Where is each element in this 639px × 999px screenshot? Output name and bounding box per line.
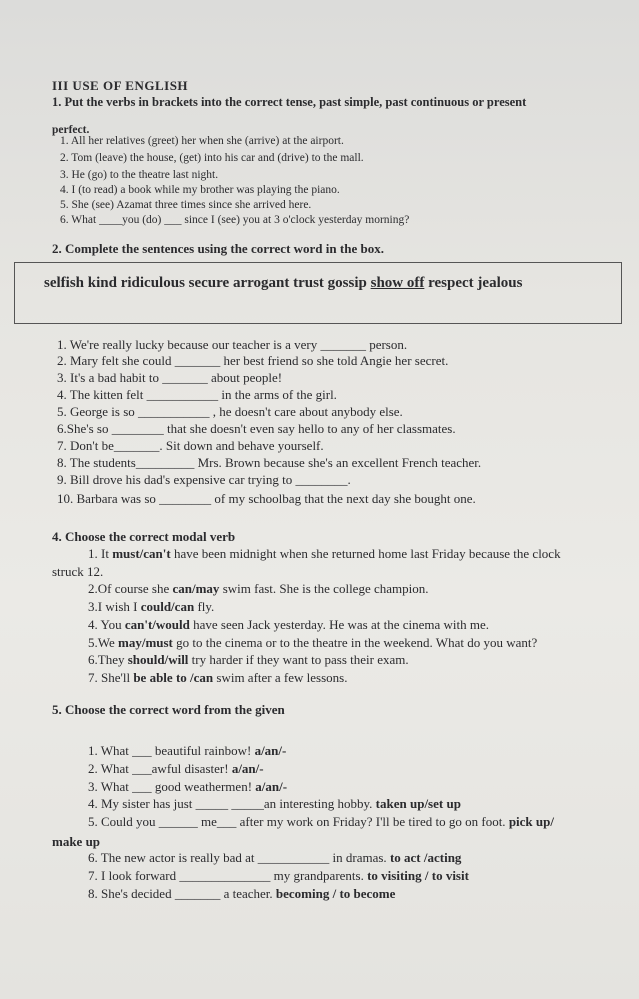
task2-item: 3. It's a bad habit to _______ about people! [57, 370, 283, 385]
item-text: 5. Could you ______ me___ after my work on Friday? I'll be tired to go on foot. [88, 814, 509, 829]
task2-item: 5. George is so ___________ , he doesn't care about anybody else. [57, 404, 403, 419]
item-text: 2. What ___awful disaster! [88, 761, 232, 776]
answer-options: may/must [118, 635, 173, 650]
word-box-item: respect [428, 275, 474, 291]
task1-item: 4. I (to read) a book while my brother was playing the piano. [60, 184, 340, 196]
item-text: 1. It [88, 546, 113, 561]
answer-options: must/can't [112, 546, 171, 561]
answer-options: make up [52, 834, 101, 849]
task5-item [88, 780, 287, 794]
answer-options: a/an/- [255, 779, 288, 794]
word-box-item: trust [293, 275, 324, 291]
task2-item: 6.She's so ________ that she doesn't even say hello to any of her classmates. [57, 421, 456, 436]
item-text: 1. What ___ beautiful rainbow! [88, 743, 255, 758]
item-text: 7. She'll [88, 670, 134, 685]
word-box-item: arrogant [232, 275, 290, 291]
word-box [14, 262, 622, 324]
answer-options: a/an/- [254, 743, 287, 758]
item-text: try harder if they want to pass their exam. [188, 652, 409, 667]
task5-item [52, 835, 100, 849]
item-text: 6. The new actor is really bad at ___________ in dramas. [88, 850, 390, 865]
answer-options: taken up/set up [375, 796, 461, 811]
task2-heading: 2. Complete the sentences using the correct word in the box. [52, 241, 384, 256]
word-box-item: show off [370, 275, 425, 291]
item-text: 8. She's decided _______ a teacher. [88, 886, 276, 901]
task1-item: 6. What ____you (do) ___ since I (see) you at 3 o'clock yesterday morning? [60, 214, 410, 226]
item-text: 6.They [88, 652, 128, 667]
item-text: 3. What ___ good weathermen! [88, 779, 256, 794]
task2-item: 10. Barbara was so ________ of my schoolbag that the next day she bought one. [57, 491, 476, 506]
task2-item: 2. Mary felt she could _______ her best friend so she told Angie her secret. [57, 353, 449, 368]
answer-options: to act /acting [389, 850, 462, 865]
task1-item: 3. He (go) to the theatre last night. [60, 169, 219, 181]
task1-item: 2. Tom (leave) the house, (get) into his car and (drive) to the mall. [60, 152, 364, 164]
answer-options: can't/would [124, 617, 190, 632]
task1-heading-cont: perfect. [52, 124, 90, 136]
word-box-item: gossip [327, 275, 367, 291]
answer-options: should/will [127, 652, 189, 667]
task4-item [88, 671, 347, 685]
task5-heading: 5. Choose the correct word from the given [52, 702, 285, 717]
task5-item [88, 815, 554, 829]
word-box-item: secure [188, 275, 230, 291]
word-box-item: selfish [44, 275, 85, 291]
task4-item [52, 565, 103, 579]
task4-item [88, 653, 409, 667]
task2-item: 7. Don't be_______. Sit down and behave yourself. [57, 438, 324, 453]
task4-item [88, 582, 428, 596]
item-text: 5.We [88, 635, 118, 650]
item-text: swim fast. She is the college champion. [219, 581, 429, 596]
item-text: 7. I look forward ______________ my grandparents. [88, 868, 368, 883]
item-text: swim after a few lessons. [213, 670, 348, 685]
task5-item [88, 762, 264, 776]
item-text: 4. You [88, 617, 125, 632]
item-text: have seen Jack yesterday. He was at the cinema with me. [189, 617, 489, 632]
answer-options: becoming / to become [275, 886, 396, 901]
task1-item: 5. She (see) Azamat three times since she arrived here. [60, 199, 312, 211]
answer-options: be able to /can [133, 670, 214, 685]
task4-item [88, 547, 561, 561]
item-text: struck 12. [52, 564, 104, 579]
task4-item [88, 636, 537, 650]
task5-item [88, 869, 469, 883]
task1-item: 1. All her relatives (greet) her when she (arrive) at the airport. [60, 135, 344, 147]
word-box-list [44, 275, 522, 292]
item-text: 4. My sister has just _____ _____an interesting hobby. [88, 796, 376, 811]
task2-item: 8. The students_________ Mrs. Brown because she's an excellent French teacher. [57, 455, 482, 470]
answer-options: a/an/- [231, 761, 264, 776]
section-title: III USE OF ENGLISH [52, 78, 189, 93]
item-text: go to the cinema or to the theatre in the weekend. What do you want? [172, 635, 538, 650]
item-text: 2.Of course she [88, 581, 173, 596]
word-box-item: ridiculous [120, 275, 185, 291]
task5-item [88, 887, 395, 901]
task2-item: 1. We're really lucky because our teacher is a very _______ person. [57, 337, 408, 352]
answer-options: can/may [172, 581, 220, 596]
item-text: have been midnight when she returned home last Friday because the clock [170, 546, 561, 561]
task2-item: 9. Bill drove his dad's expensive car trying to ________. [57, 472, 351, 487]
item-text: 3.I wish I [88, 599, 141, 614]
task4-item [88, 618, 489, 632]
word-box-item: jealous [477, 275, 523, 291]
task1-heading: 1. Put the verbs in brackets into the correct tense, past simple, past continuous or present [52, 95, 527, 109]
answer-options: could/can [140, 599, 195, 614]
answer-options: to visiting / to visit [367, 868, 469, 883]
task5-item [88, 851, 461, 865]
answer-options: pick up/ [508, 814, 554, 829]
word-box-item: kind [87, 275, 117, 291]
task2-item: 4. The kitten felt ___________ in the arms of the girl. [57, 387, 337, 402]
task5-item [88, 744, 286, 758]
task4-item [88, 600, 214, 614]
task5-item [88, 797, 461, 811]
task4-heading: 4. Choose the correct modal verb [52, 529, 236, 544]
item-text: fly. [194, 599, 215, 614]
